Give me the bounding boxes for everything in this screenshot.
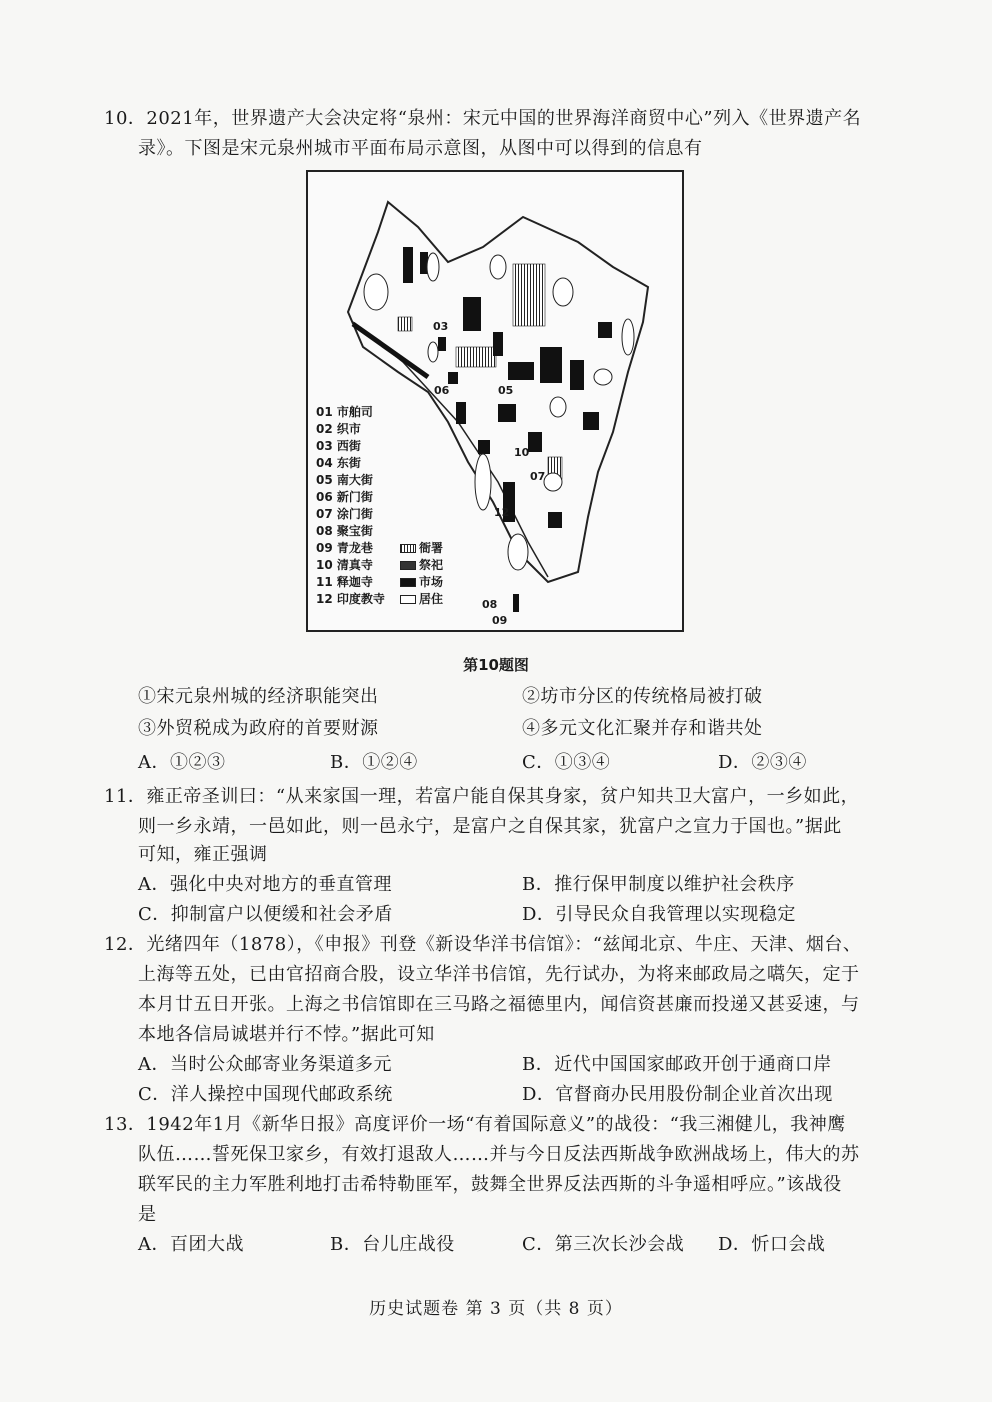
quanzhou-city-map [306, 170, 684, 632]
dark-swatch-icon [400, 561, 416, 570]
legend-item: 06 新门街 [316, 490, 373, 504]
legend-item: 08 聚宝街 [316, 524, 373, 538]
legend-item: 04 东街 [316, 456, 361, 470]
map-label-10: 10 [514, 446, 530, 459]
q13-line-1: 13．1942年1月《新华日报》高度评价一场“有着国际意义”的战役：“我三湘健儿，我神鹰 [104, 1114, 846, 1135]
legend-item: 12 印度教寺 [316, 592, 385, 606]
legend-item: 09 青龙巷 [316, 541, 373, 555]
legend-key-residence [400, 591, 443, 607]
q12-option-d: D．官督商办民用股份制企业首次出现 [522, 1084, 833, 1105]
page-footer: 历史试题卷 第 3 页（共 8 页） [369, 1299, 623, 1319]
figure-caption: 第10题图 [463, 656, 529, 674]
q10-option-a: A．①②③ [138, 752, 226, 773]
legend-item: 05 南大街 [316, 473, 373, 487]
q13-line-2: 队伍……誓死保卫家乡，有效打退敌人……并与今日反法西斯战争欧洲战场上，伟大的苏 [138, 1144, 860, 1165]
q11-option-b: B．推行保甲制度以维护社会秩序 [522, 874, 795, 895]
q10-option-d: D．②③④ [718, 752, 807, 773]
q11-option-c: C．抑制富户以便缓和社会矛盾 [138, 904, 393, 925]
q12-line-1: 12．光绪四年（1878），《申报》刊登《新设华洋书信馆》：“兹闻北京、牛庄、天津、烟台、 [104, 934, 862, 955]
q12-option-c: C．洋人操控中国现代邮政系统 [138, 1084, 393, 1105]
q10-statement-3: ③外贸税成为政府的首要财源 [138, 718, 379, 739]
q11-option-d: D．引导民众自我管理以实现稳定 [522, 904, 796, 925]
q12-line-4: 本地各信局诚堪并行不悖。”据此可知 [138, 1024, 435, 1045]
q13-option-d: D．忻口会战 [718, 1234, 826, 1255]
q10-statement-2: ②坊市分区的传统格局被打破 [522, 686, 763, 707]
q11-line-3: 可知，雍正强调 [138, 844, 268, 865]
map-label-05: 05 [498, 384, 514, 397]
street-strip [353, 324, 428, 377]
legend-key-label: 居住 [419, 592, 444, 606]
legend-key-sacrifice [400, 557, 443, 573]
legend-key-market [400, 574, 443, 590]
map-label-08: 08 [482, 598, 498, 611]
q10-option-b: B．①②④ [330, 752, 418, 773]
q11-option-a: A．强化中央对地方的垂直管理 [138, 874, 392, 895]
q12-option-b: B．近代中国国家邮政开创于通商口岸 [522, 1054, 832, 1075]
legend-item: 02 织市 [316, 422, 361, 436]
legend-item: 10 清真寺 [316, 558, 373, 572]
map-label-06: 06 [434, 384, 450, 397]
map-label-09: 09 [492, 614, 508, 627]
q13-line-4: 是 [138, 1204, 157, 1225]
black-swatch-icon [400, 578, 416, 587]
q12-option-a: A．当时公众邮寄业务渠道多元 [138, 1054, 392, 1075]
map-label-07: 07 [530, 470, 546, 483]
legend-key-label: 祭祀 [419, 558, 444, 572]
q12-line-3: 本月廿五日开张。上海之书信馆即在三马路之福德里内，闻信资甚廉而投递又甚妥速，与 [138, 994, 860, 1015]
q13-option-c: C．第三次长沙会战 [522, 1234, 685, 1255]
q13-line-3: 联军民的主力军胜利地打击希特勒匪军，鼓舞全世界反法西斯的斗争遥相呼应。”该战役 [138, 1174, 842, 1195]
q11-line-2: 则一乡永靖，一邑如此，则一邑永宁，是富户之自保其家，犹富户之宣力于国也。”据此 [138, 816, 842, 837]
legend-item: 11 释迦寺 [316, 575, 373, 589]
map-label-12: 12 [494, 506, 510, 519]
q13-option-a: A．百团大战 [138, 1234, 244, 1255]
map-label-03: 03 [433, 320, 449, 333]
legend-item: 07 涂门街 [316, 507, 373, 521]
legend-key-label: 衙署 [419, 541, 444, 555]
q10-statement-4: ④多元文化汇聚并存和谐共处 [522, 718, 763, 739]
legend-item: 01 市舶司 [316, 405, 373, 419]
q13-option-b: B．台儿庄战役 [330, 1234, 455, 1255]
legend-item: 03 西街 [316, 439, 361, 453]
q10-option-c: C．①③④ [522, 752, 611, 773]
q10-statement-1: ①宋元泉州城的经济职能突出 [138, 686, 379, 707]
q10-line-1: 10．2021年，世界遗产大会决定将“泉州：宋元中国的世界海洋商贸中心”列入《世界遗产名 [104, 108, 862, 129]
hatch-swatch-icon [400, 544, 416, 553]
legend-key-label: 市场 [419, 575, 444, 589]
legend-key-government [400, 540, 443, 556]
q12-line-2: 上海等五处，已由官招商合股，设立华洋书信馆，先行试办，为将来邮政局之嚆矢，定于 [138, 964, 860, 985]
q11-line-1: 11．雍正帝圣训曰：“从来家国一理，若富户能自保其身家，贫户知共卫大富户，一乡如此， [104, 786, 860, 807]
white-swatch-icon [400, 595, 416, 604]
q10-line-2: 录》。下图是宋元泉州城市平面布局示意图，从图中可以得到的信息有 [138, 138, 703, 159]
